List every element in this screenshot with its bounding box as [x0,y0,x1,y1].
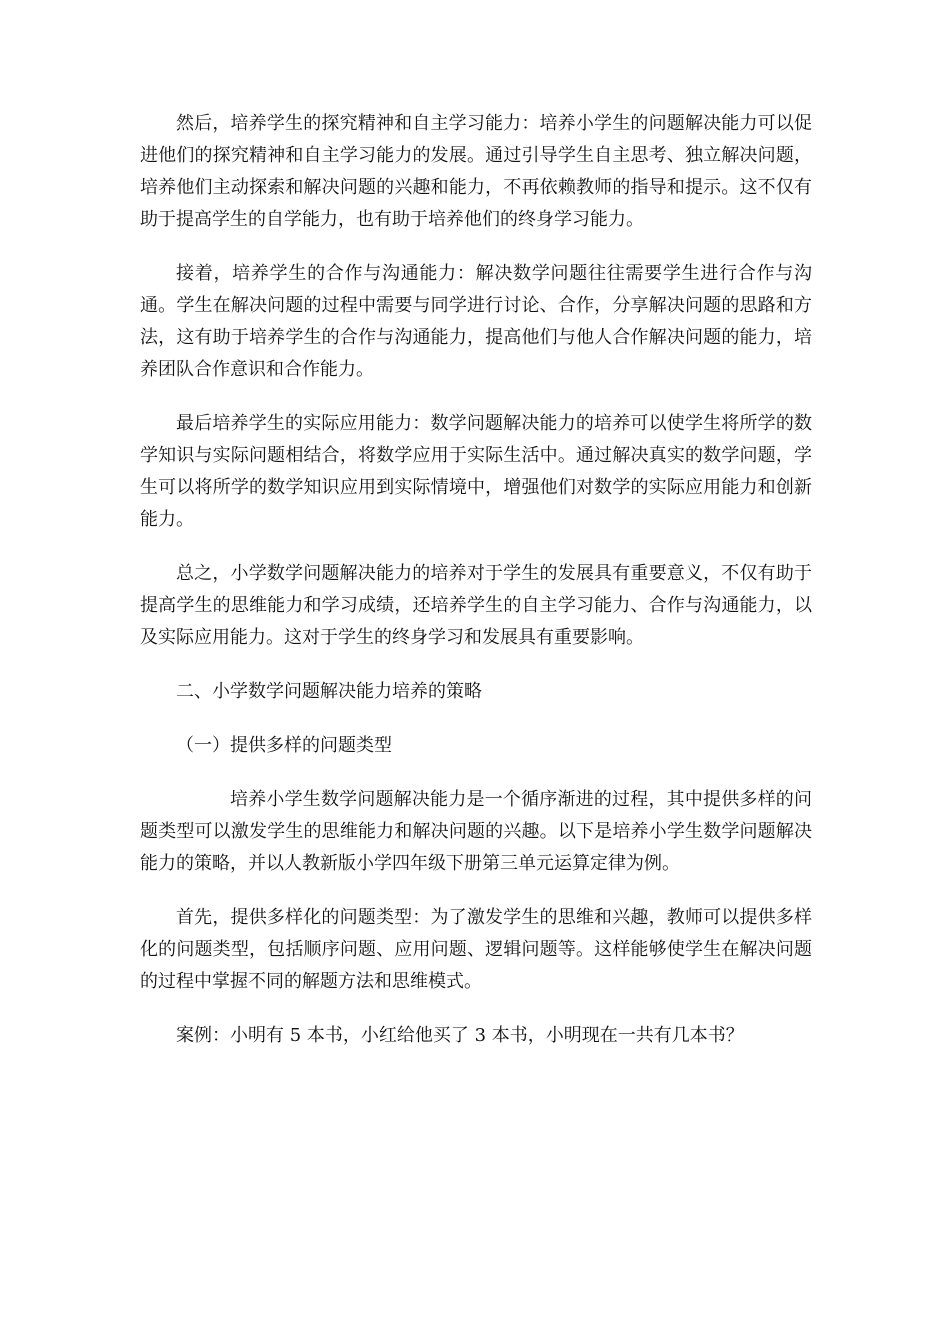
paragraph-first-strategy: 首先，提供多样化的问题类型：为了激发学生的思维和兴趣，教师可以提供多样化的问题类型，包括顺序问题、应用问题、逻辑问题等。这样能够使学生在解决问题的过程中掌握不同的解题方法和思维模式。 [140,907,812,992]
section-heading: 二、小学数学问题解决能力培养的策略 [176,681,482,702]
paragraph-case-example: 案例：小明有 5 本书，小红给他买了 3 本书，小明现在一共有几本书？ [176,1025,744,1046]
paragraph-strategy-intro: 培养小学生数学问题解决能力是一个循序渐进的过程，其中提供多样的问题类型可以激发学生的思维能力和解决问题的兴趣。以下是培养小学生数学问题解决能力的策略，并以人教新版小学四年级下册第三单元运算定律为例。 [140,789,812,874]
paragraph-cooperation: 接着，培养学生的合作与沟通能力：解决数学问题往往需要学生进行合作与沟通。学生在解决问题的过程中需要与同学进行讨论、合作，分享解决问题的思路和方法，这有助于培养学生的合作与沟通能力，提高他们与他人合作解决问题的能力，培养团队合作意识和合作能力。 [140,263,812,380]
document-body [140,108,812,1074]
paragraph-summary: 总之，小学数学问题解决能力的培养对于学生的发展具有重要意义，不仅有助于提高学生的思维能力和学习成绩，还培养学生的自主学习能力、合作与沟通能力，以及实际应用能力。这对于学生的终身学习和发展具有重要影响。 [140,563,812,648]
paragraph-inquiry-spirit: 然后，培养学生的探究精神和自主学习能力：培养小学生的问题解决能力可以促进他们的探究精神和自主学习能力的发展。通过引导学生自主思考、独立解决问题，培养他们主动探索和解决问题的兴趣和能力，不再依赖教师的指导和提示。这不仅有助于提高学生的自学能力，也有助于培养他们的终身学习能力。 [140,113,812,230]
paragraph-practical-application: 最后培养学生的实际应用能力：数学问题解决能力的培养可以使学生将所学的数学知识与实际问题相结合，将数学应用于实际生活中。通过解决真实的数学问题，学生可以将所学的数学知识应用到实际情境中，增强他们对数学的实际应用能力和创新能力。 [140,413,812,530]
subsection-heading: （一）提供多样的问题类型 [176,735,392,756]
